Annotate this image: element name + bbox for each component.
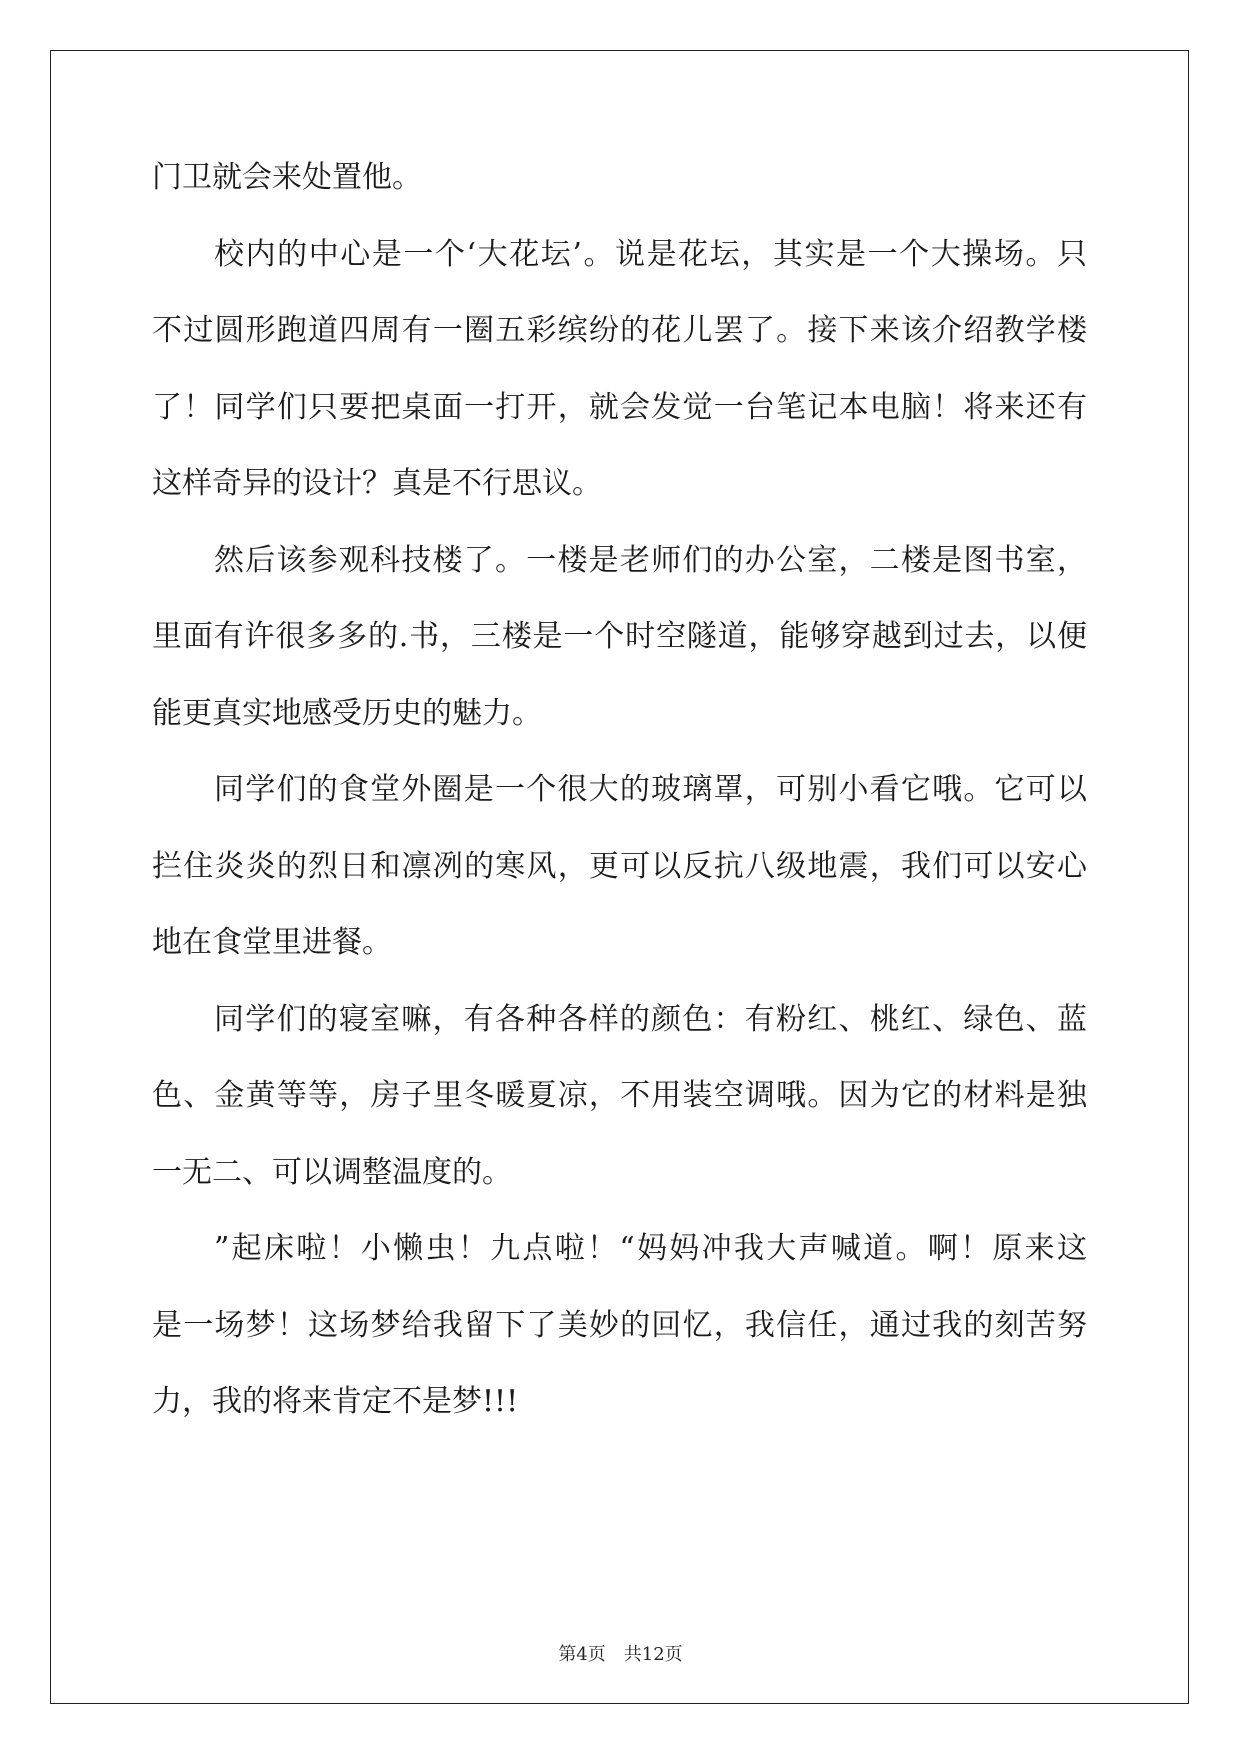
text-line: 一无二、可以调整温度的。 (152, 1154, 512, 1190)
page-number-footer: 第4页 共12页 (558, 1644, 683, 1665)
paragraph-line: 同学们的寝室嘛，有各种各样的颜色：有粉红、桃红、绿色、蓝 (214, 1001, 1087, 1037)
text-line: 里面有许很多多的.书，三楼是一个时空隧道，能够穿越到过去，以便 (152, 619, 1087, 654)
text-line: 这样奇异的设计？真是不行思议。 (152, 466, 602, 501)
text-line: 门卫就会来处置他。 (152, 160, 422, 195)
text-line: 色、金黄等等，房子里冬暖夏凉，不用装空调哦。因为它的材料是独 (152, 1078, 1087, 1113)
text-line: 地在食堂里进餐。 (152, 925, 392, 960)
text-line: 拦住炎炎的烈日和凛冽的寒风，更可以反抗八级地震，我们可以安心 (152, 848, 1087, 884)
paragraph-line: 然后该参观科技楼了。一楼是老师们的办公室，二楼是图书室， (214, 542, 1087, 578)
text-line: 了！同学们只要把桌面一打开，就会发觉一台笔记本电脑！将来还有 (152, 389, 1087, 425)
paragraph-line: ”起床啦！小懒虫！九点啦！“妈妈冲我大声喊道。啊！原来这 (214, 1231, 1087, 1266)
text-line: 力，我的将来肯定不是梦!!! (152, 1384, 519, 1419)
text-line: 能更真实地感受历史的魅力。 (152, 695, 542, 731)
document-body (152, 158, 1087, 1459)
text-line: 不过圆形跑道四周有一圈五彩缤纷的花儿罢了。接下来该介绍教学楼 (152, 313, 1087, 348)
paragraph-line: 校内的中心是一个‘大花坛’。说是花坛，其实是一个大操场。只 (214, 236, 1087, 272)
text-line: 是一场梦！这场梦给我留下了美妙的回忆，我信任，通过我的刻苦努 (152, 1307, 1087, 1343)
paragraph-line: 同学们的食堂外圈是一个很大的玻璃罩，可别小看它哦。它可以 (214, 772, 1087, 807)
